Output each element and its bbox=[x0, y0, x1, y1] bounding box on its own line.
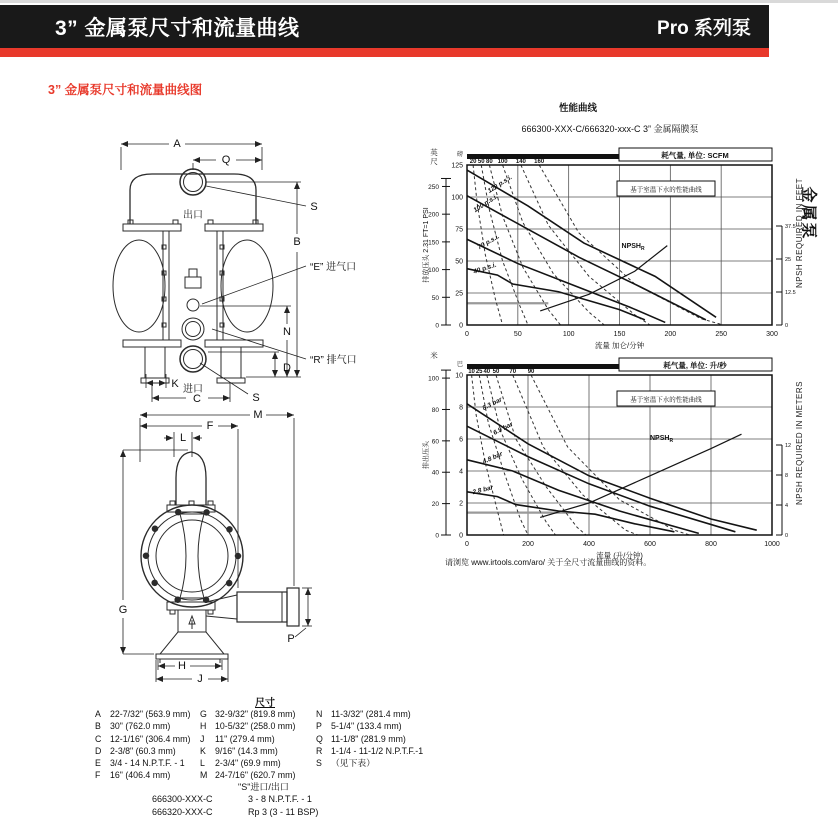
svg-text:6.9 bar: 6.9 bar bbox=[492, 421, 515, 437]
dimension-item bbox=[316, 757, 423, 769]
svg-text:100: 100 bbox=[428, 267, 439, 275]
svg-text:50: 50 bbox=[492, 369, 500, 375]
dimension-item bbox=[200, 708, 295, 720]
dimension-value: 11-3/32" (281.4 mm) bbox=[331, 709, 411, 719]
svg-text:70: 70 bbox=[509, 369, 517, 375]
svg-text:20: 20 bbox=[431, 501, 439, 509]
dimension-item bbox=[95, 769, 190, 781]
port-table-row bbox=[152, 793, 318, 806]
svg-text:120 p.s.i.: 120 p.s.i. bbox=[486, 174, 514, 195]
dim-q-label: Q bbox=[221, 154, 231, 166]
port-thread: 3 - 8 N.P.T.F. - 1 bbox=[248, 794, 312, 804]
dim-b-label: B bbox=[293, 236, 301, 248]
dimension-item bbox=[95, 708, 190, 720]
dimension-value: 2-3/8" (60.3 mm) bbox=[110, 745, 176, 756]
dimensions-column-1 bbox=[95, 708, 190, 782]
dim-j-label: J bbox=[197, 673, 203, 685]
svg-text:160: 160 bbox=[534, 159, 545, 165]
svg-text:流量 (升/分钟): 流量 (升/分钟) bbox=[596, 551, 643, 560]
dim-a-label: A bbox=[173, 138, 181, 150]
footnote-suffix: 关于全尺寸流量曲线的资料。 bbox=[545, 558, 652, 567]
dimension-value: 24-7/16" (620.7 mm) bbox=[215, 770, 296, 781]
dimension-key: R bbox=[316, 745, 323, 756]
svg-text:1000: 1000 bbox=[764, 541, 780, 548]
side-view-diagram bbox=[90, 402, 420, 692]
svg-text:50: 50 bbox=[513, 331, 522, 338]
svg-text:0: 0 bbox=[459, 322, 463, 330]
dimension-value: 2-3/4" (69.9 mm) bbox=[215, 758, 281, 769]
performance-curve-subtitle: 666300-XXX-C/666320-xxx-C 3” 金属隔膜泵 bbox=[521, 124, 699, 134]
svg-text:200: 200 bbox=[428, 211, 439, 219]
air-inlet-label: “E” 进气口 bbox=[310, 262, 357, 273]
front-dimension-labels bbox=[171, 138, 356, 405]
page-top-rule bbox=[0, 0, 838, 3]
svg-text:基于室温下水的性能曲线: 基于室温下水的性能曲线 bbox=[630, 186, 702, 194]
dimension-key: K bbox=[200, 745, 206, 756]
inlet-label: 进口 bbox=[183, 384, 203, 395]
svg-text:200: 200 bbox=[664, 331, 677, 338]
dimension-item bbox=[316, 745, 423, 757]
dimension-value: 1-1/4 - 11-1/2 N.P.T.F.-1 bbox=[331, 745, 424, 756]
svg-text:英: 英 bbox=[430, 148, 438, 157]
svg-text:800: 800 bbox=[705, 541, 717, 548]
svg-text:NPSHR: $NPSH_R$ bbox=[650, 434, 674, 444]
dimension-value: 32-9/32" (819.8 mm) bbox=[215, 709, 296, 719]
pump-front-outline bbox=[113, 169, 273, 383]
dimension-key: P bbox=[316, 721, 322, 732]
pump-model: 666300-XXX-C bbox=[152, 794, 213, 804]
air-exhaust-label: “R” 排气口 bbox=[310, 355, 357, 366]
svg-text:100: 100 bbox=[451, 194, 463, 202]
dimension-key: E bbox=[95, 758, 101, 769]
section-subtitle: 3” 金属泵尺寸和流量曲线图 bbox=[48, 83, 203, 97]
dimension-item bbox=[316, 708, 423, 720]
dimension-value: 12-1/16" (306.4 mm) bbox=[110, 733, 191, 744]
svg-text:12.5: 12.5 bbox=[785, 290, 796, 296]
svg-text:4.8 bar: 4.8 bar bbox=[481, 450, 504, 466]
dimension-key: C bbox=[95, 733, 102, 744]
dimension-item bbox=[200, 757, 295, 769]
svg-text:10: 10 bbox=[455, 372, 463, 380]
svg-text:140: 140 bbox=[515, 159, 526, 165]
dimension-value: 16" (406.4 mm) bbox=[110, 770, 171, 781]
page-header bbox=[0, 5, 769, 48]
dimension-key: M bbox=[200, 770, 208, 781]
svg-text:NPSHR: $NPSH_R$ bbox=[621, 243, 645, 253]
flow-curve-chart-metric bbox=[420, 348, 838, 570]
svg-text:尺: 尺 bbox=[430, 157, 438, 166]
svg-text:40: 40 bbox=[431, 469, 439, 477]
dim-m-label: M bbox=[253, 409, 263, 421]
dimension-value: 5-1/4" (133.4 mm) bbox=[331, 721, 402, 732]
svg-text:2: 2 bbox=[459, 500, 463, 508]
port-thread: Rp 3 (3 - 11 BSP) bbox=[248, 807, 319, 817]
svg-text:75: 75 bbox=[455, 226, 463, 234]
dimension-key: L bbox=[200, 758, 205, 769]
dim-s-top-label: S bbox=[310, 201, 318, 213]
svg-text:耗气量, 单位: SCFM: 耗气量, 单位: SCFM bbox=[661, 151, 729, 160]
svg-text:80: 80 bbox=[486, 159, 493, 165]
dim-h-label: H bbox=[178, 660, 186, 672]
footnote bbox=[445, 557, 651, 568]
side-dimension-lines bbox=[123, 415, 312, 682]
dim-n-label: N bbox=[283, 326, 291, 338]
footnote-prefix: 请浏览 bbox=[445, 558, 472, 567]
svg-text:巴: 巴 bbox=[456, 362, 463, 368]
svg-text:0: 0 bbox=[435, 322, 439, 330]
svg-text:0: 0 bbox=[435, 532, 439, 540]
svg-text:250: 250 bbox=[715, 331, 728, 338]
pump-side-outline bbox=[141, 452, 299, 663]
dimension-value: （见下表） bbox=[331, 758, 375, 769]
dimension-item bbox=[95, 720, 190, 732]
svg-text:2.8 bar: 2.8 bar bbox=[471, 484, 494, 497]
svg-text:基于室温下水的性能曲线: 基于室温下水的性能曲线 bbox=[630, 396, 702, 404]
svg-text:100: 100 bbox=[428, 375, 439, 383]
page-title: 3” 金属泵尺寸和流量曲线 bbox=[55, 16, 300, 40]
svg-text:0: 0 bbox=[459, 532, 463, 540]
svg-text:150: 150 bbox=[613, 331, 626, 338]
svg-text:4: 4 bbox=[459, 468, 463, 476]
dimension-item bbox=[95, 733, 190, 745]
port-table bbox=[152, 793, 318, 819]
dimension-key: G bbox=[200, 709, 207, 719]
dimension-key: F bbox=[95, 770, 101, 781]
dimensions-column-3 bbox=[316, 708, 423, 769]
svg-text:50: 50 bbox=[455, 258, 463, 266]
svg-text:300: 300 bbox=[766, 331, 778, 338]
dimension-key: B bbox=[95, 721, 101, 732]
svg-text:4: 4 bbox=[785, 503, 789, 509]
dimension-value: 9/16" (14.3 mm) bbox=[215, 745, 278, 756]
svg-text:70 p.s.i.: 70 p.s.i. bbox=[476, 233, 501, 252]
dimension-item bbox=[200, 733, 295, 745]
dimension-item bbox=[316, 720, 423, 732]
footnote-url-link[interactable]: www.irtools.com/aro/ bbox=[471, 558, 546, 567]
dimension-item bbox=[200, 720, 295, 732]
dim-d-label: D bbox=[283, 362, 291, 374]
svg-text:150: 150 bbox=[428, 239, 439, 247]
dimension-key: J bbox=[200, 733, 205, 744]
pump-model: 666320-XXX-C bbox=[152, 807, 213, 817]
svg-text:25: 25 bbox=[455, 290, 463, 298]
svg-text:排出压头: 排出压头 bbox=[423, 441, 430, 469]
svg-text:80: 80 bbox=[431, 406, 439, 414]
svg-text:20: 20 bbox=[469, 159, 477, 165]
product-series-label: Pro 系列泵 bbox=[657, 18, 751, 39]
dim-c-label: C bbox=[193, 393, 201, 405]
dim-l-label: L bbox=[179, 432, 187, 444]
dimension-value: 30" (762.0 mm) bbox=[110, 721, 171, 732]
dimension-item bbox=[200, 745, 295, 757]
svg-text:0: 0 bbox=[465, 331, 469, 338]
dimension-value: 3/4 - 14 N.P.T.F. - 1 bbox=[110, 758, 185, 769]
svg-text:100 p.s.i.: 100 p.s.i. bbox=[472, 193, 500, 215]
accent-stripe bbox=[0, 48, 769, 57]
svg-text:40: 40 bbox=[483, 369, 491, 375]
dimension-value: 11-1/8" (281.9 mm) bbox=[331, 733, 406, 744]
svg-text:100: 100 bbox=[497, 159, 508, 165]
side-tab-metal-pump: 金属泵 bbox=[799, 185, 817, 241]
dimensions-column-2 bbox=[200, 708, 295, 782]
svg-text:60: 60 bbox=[431, 438, 439, 446]
svg-text:8: 8 bbox=[785, 473, 789, 479]
svg-text:400: 400 bbox=[583, 541, 595, 548]
front-dimension-lines bbox=[121, 144, 306, 402]
svg-text:8: 8 bbox=[459, 404, 463, 412]
svg-text:排放压头 2.31 FT=1 PSI: 排放压头 2.31 FT=1 PSI bbox=[423, 207, 430, 283]
svg-text:0: 0 bbox=[785, 323, 789, 329]
dimension-key: A bbox=[95, 709, 101, 719]
port-table-row bbox=[152, 806, 318, 819]
svg-text:流量 加仑/分钟: 流量 加仑/分钟 bbox=[594, 341, 645, 350]
dim-f-label: F bbox=[206, 420, 214, 432]
svg-text:125: 125 bbox=[451, 162, 463, 170]
svg-text:6: 6 bbox=[459, 436, 463, 444]
svg-text:25: 25 bbox=[475, 369, 483, 375]
port-table-header: "S"进口/出口 bbox=[238, 782, 289, 792]
dimension-value: 10-5/32" (258.0 mm) bbox=[215, 721, 296, 732]
dimension-key: N bbox=[316, 709, 323, 719]
svg-text:200: 200 bbox=[522, 541, 534, 548]
dimension-value: 22-7/32" (563.9 mm) bbox=[110, 709, 191, 719]
dimension-value: 11" (279.4 mm) bbox=[215, 733, 275, 744]
dimension-key: D bbox=[95, 745, 102, 756]
flow-curve-chart-imperial bbox=[420, 145, 838, 360]
dimensions-table-title: 尺寸 bbox=[255, 698, 275, 709]
dimension-item bbox=[316, 733, 423, 745]
dim-s-bottom-label: S bbox=[252, 392, 260, 404]
svg-text:100: 100 bbox=[562, 331, 575, 338]
performance-curve-title: 性能曲线 bbox=[558, 103, 597, 114]
svg-text:NPSH REQUIRED IN FEET: NPSH REQUIRED IN FEET bbox=[795, 177, 804, 289]
dimension-item bbox=[95, 757, 190, 769]
svg-text:37.5: 37.5 bbox=[785, 224, 796, 230]
svg-text:0: 0 bbox=[465, 541, 469, 548]
svg-text:12: 12 bbox=[785, 443, 792, 449]
svg-text:50: 50 bbox=[477, 159, 485, 165]
dimension-key: Q bbox=[316, 733, 323, 744]
dim-p-label: P bbox=[287, 633, 295, 645]
svg-text:0: 0 bbox=[785, 533, 789, 539]
svg-text:50: 50 bbox=[431, 294, 439, 302]
svg-text:10: 10 bbox=[468, 369, 475, 375]
dimension-item bbox=[95, 745, 190, 757]
svg-text:NPSH REQUIRED IN METERS: NPSH REQUIRED IN METERS bbox=[795, 381, 804, 505]
dimension-key: H bbox=[200, 721, 207, 732]
dimension-key: S bbox=[316, 758, 322, 769]
outlet-label: 出口 bbox=[183, 210, 203, 221]
svg-text:8.3 bar: 8.3 bar bbox=[481, 396, 504, 412]
svg-text:250: 250 bbox=[428, 183, 439, 191]
svg-text:耗气量, 单位: 升/秒: 耗气量, 单位: 升/秒 bbox=[663, 361, 727, 370]
svg-text:40 p.s.i.: 40 p.s.i. bbox=[472, 261, 498, 276]
dim-k-label: K bbox=[171, 378, 179, 390]
svg-text:米: 米 bbox=[430, 351, 438, 360]
svg-text:25: 25 bbox=[785, 257, 792, 263]
svg-text:磅: 磅 bbox=[456, 152, 463, 158]
front-view-diagram bbox=[90, 130, 420, 420]
dim-g-label: G bbox=[118, 604, 128, 616]
svg-text:600: 600 bbox=[644, 541, 656, 548]
svg-text:90: 90 bbox=[527, 369, 535, 375]
